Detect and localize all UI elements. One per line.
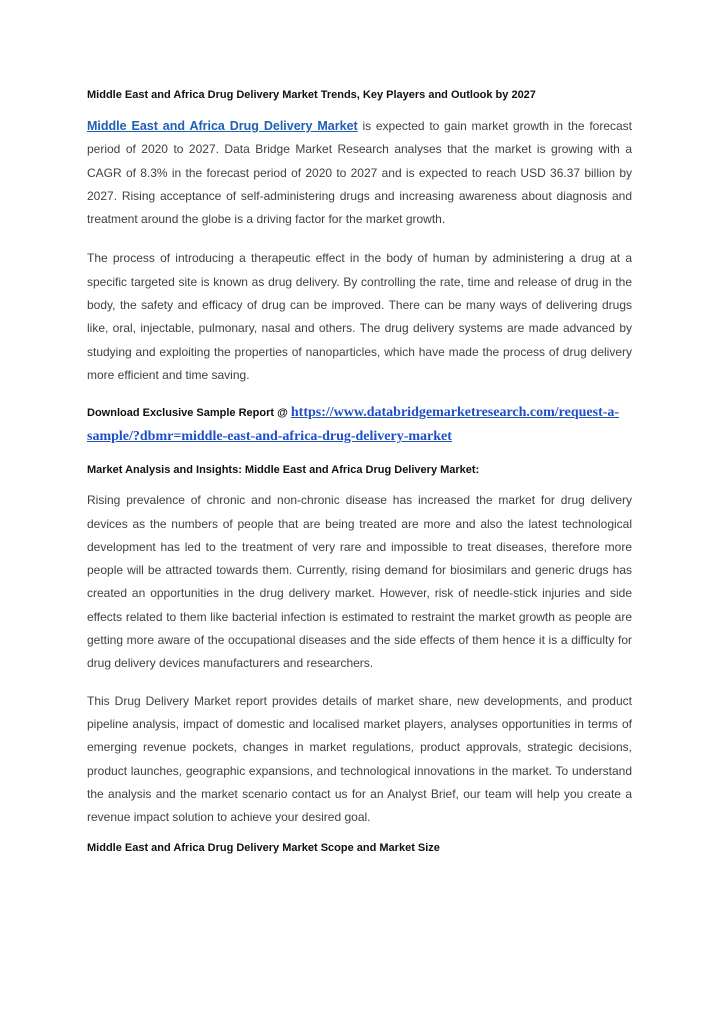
report-details-paragraph: This Drug Delivery Market report provides details of market share, new developments, and product pipeline analysis, impact of domestic and localised market players, analyses opportunities in terms of emerging revenue pockets, changes in market regulations, product approvals, strategic decisions, product launches, geographic expansions, and technological innovations in the market. To understand the analysis and the market scenario contact us for an Analyst Brief, our team will help you create a revenue impact solution to achieve your desired goal. [87, 693, 632, 825]
download-label: Download Exclusive Sample Report @ [87, 407, 291, 420]
download-sample-line [87, 401, 632, 449]
scope-heading: Middle East and Africa Drug Delivery Market Scope and Market Size [87, 842, 440, 855]
process-paragraph: The process of introducing a therapeutic effect in the body of human by administering a drug at a specific targeted site is known as drug delivery. By controlling the rate, time and release of drug in the body, the safety and efficacy of drug can be improved. There can be many ways of delivering drugs like, oral, injectable, pulmonary, nasal and others. The drug delivery systems are made advanced by studying and exploiting the properties of nanoparticles, which have made the process of drug delivery more efficient and time saving. [87, 251, 632, 382]
intro-paragraph [87, 115, 632, 231]
market-link[interactable]: Middle East and Africa Drug Delivery Market [87, 119, 358, 133]
sample-report-link[interactable]: https://www.databridgemarketresearch.com/request-a-sample/?dbmr=middle-east-and-africa-drug-delivery-market [87, 405, 620, 445]
intro-text: is expected to gain market growth in the forecast period of 2020 to 2027. Data Bridge Market Research analyses that the market is growing with a CAGR of 8.3% in the forecast period of 2020 to 2027 and is expected to reach USD 36.37 billion by 2027. Rising acceptance of self-administering drugs and increasing awareness about diagnosis and treatment around the globe is a driving factor for the market growth. [87, 119, 633, 227]
document-title: Middle East and Africa Drug Delivery Market Trends, Key Players and Outlook by 2027 [87, 89, 536, 101]
analysis-heading: Market Analysis and Insights: Middle East and Africa Drug Delivery Market: [87, 464, 480, 477]
rising-prevalence-paragraph: Rising prevalence of chronic and non-chronic disease has increased the market for drug delivery devices as the numbers of people that are being treated are more and also the latest technological development has led to the treatment of very rare and impossible to treat diseases, therefore more people will be attracted towards them. Currently, rising demand for biosimilars and generic drugs has created an opportunities in the drug delivery market. However, risk of needle-stick injuries and side effects related to them like bacterial infection is estimated to restraint the market growth as people are getting more aware of the occupational diseases and the side effects of them hence it is a difficulty for drug delivery devices manufacturers and researchers. [87, 493, 632, 671]
document-page [87, 0, 632, 854]
